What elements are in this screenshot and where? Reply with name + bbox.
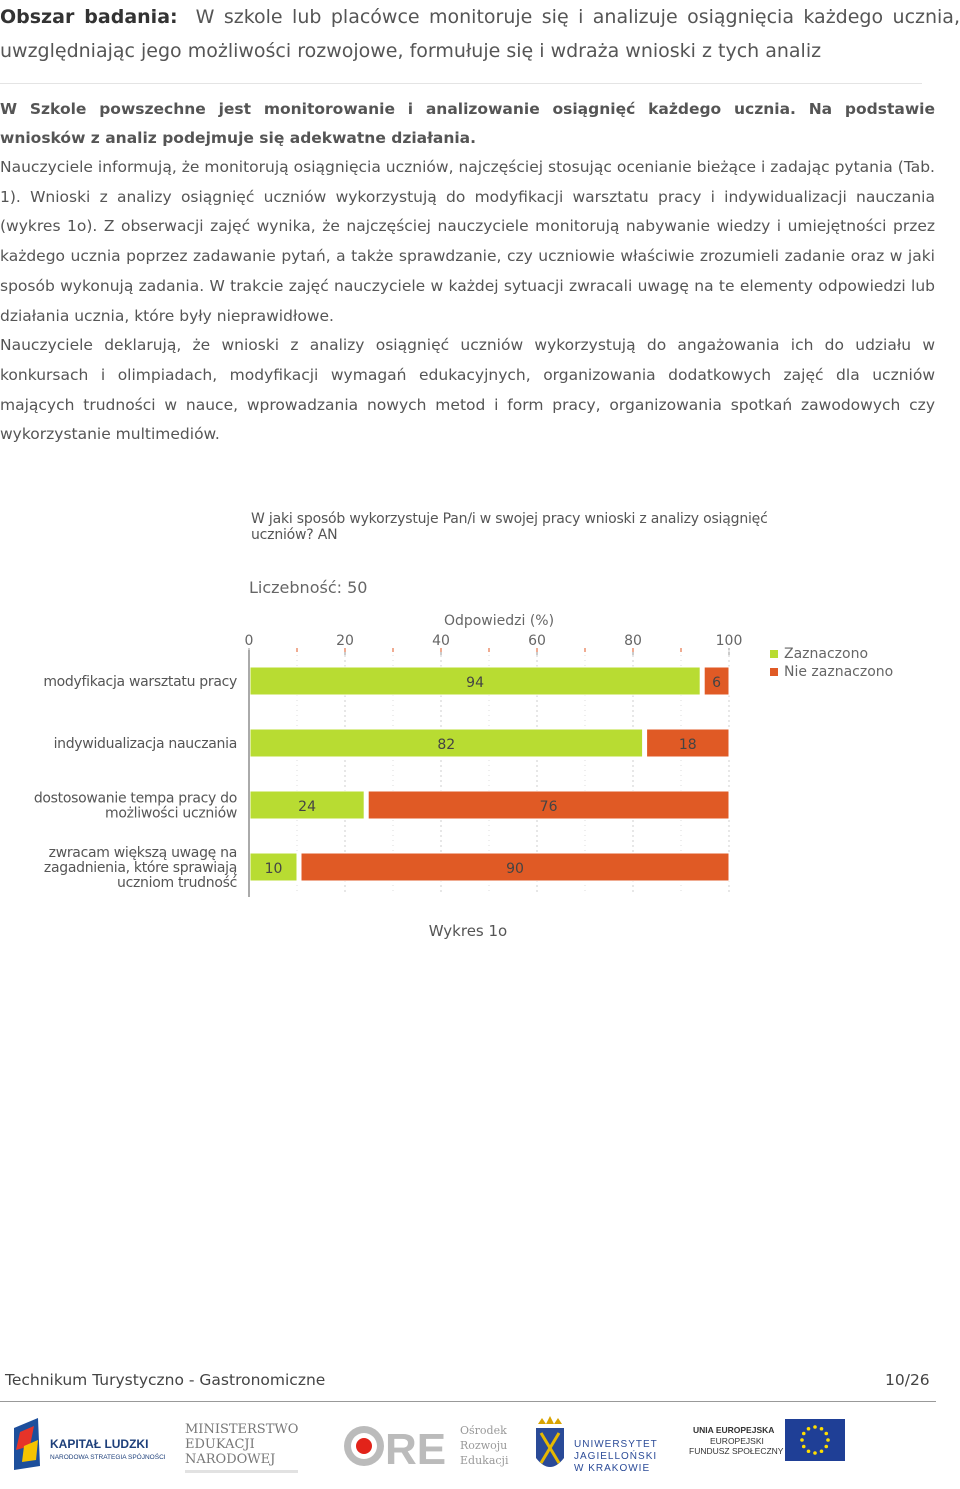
category-label: uczniom trudność xyxy=(117,875,237,891)
svg-text:RE: RE xyxy=(385,1425,447,1474)
category-label: zwracam większą uwagę na xyxy=(48,845,237,861)
summary-paragraph: W Szkole powszechne jest monitorowanie i analizowanie osiągnięć każdego ucznia. Na podstawie wniosków z analiz podejmuje się adekwatne działania. xyxy=(0,100,935,147)
men-logo xyxy=(185,1422,298,1473)
legend-label: Nie zaznaczono xyxy=(784,664,894,680)
page-number: 10/26 xyxy=(885,1371,930,1389)
bar-value-label: 82 xyxy=(437,737,456,753)
eu-star xyxy=(820,1449,824,1453)
chart-count: Liczebność: 50 xyxy=(249,578,368,597)
ore-line-2: Rozwoju xyxy=(460,1439,508,1452)
uj-logo xyxy=(536,1416,658,1474)
bar-value-label: 76 xyxy=(539,799,558,815)
x-axis-title: Odpowiedzi (%) xyxy=(443,613,555,629)
bar-value-label: 6 xyxy=(712,675,722,691)
eu-line-1: UNIA EUROPEJSKA xyxy=(693,1425,775,1435)
eu-star xyxy=(813,1451,817,1455)
x-tick-label: 100 xyxy=(715,633,743,649)
uj-line-2: JAGIELLOŃSKI xyxy=(574,1451,658,1462)
bar-value-label: 24 xyxy=(298,799,317,815)
research-area-label: Obszar badania: xyxy=(0,6,178,28)
ore-line-1: Ośrodek xyxy=(460,1424,507,1437)
eu-star xyxy=(807,1449,811,1453)
footer-logos xyxy=(0,1410,960,1489)
footer-school-name: Technikum Turystyczno - Gastronomiczne xyxy=(5,1371,326,1389)
category-label: dostosowanie tempa pracy do xyxy=(33,790,237,807)
legend-swatch xyxy=(770,650,778,658)
kl-subtitle: NARODOWA STRATEGIA SPÓJNOŚCI xyxy=(50,1454,166,1461)
ore-logo xyxy=(344,1424,509,1474)
category-label: możliwości uczniów xyxy=(105,805,237,822)
footer-divider xyxy=(0,1401,936,1402)
chart-title: W jaki sposób wykorzystuje Pan/i w swojej pracy wnioski z analizy osiągnięć uczniów? AN xyxy=(251,511,768,543)
bar-value-label: 10 xyxy=(264,861,283,877)
eu-star xyxy=(820,1427,824,1431)
uj-line-3: W KRAKOWIE xyxy=(574,1463,651,1474)
eu-star xyxy=(824,1445,828,1449)
body-paragraph-1: Nauczyciele informują, że monitorują osiągnięcia uczniów, najczęściej stosując ocenianie bieżące i zadając pytania (Tab. 1). Wnioski z analizy osiągnięć uczniów wykorzystują do modyfikacji warsztatu pracy i indywidualizacji nauczania (wykres 1o). Z obserwacji zajęć wynika, że najczęściej nauczyciele monitorują nabywanie wiedzy i umiejętności przez każdego ucznia poprzez zadawanie pytań, a także sprawdzanie, czy uczniowie właściwie zrozumieli zadanie oraz w jaki sposób wykonują zadania. W trakcie zajęć nauczyciele w każdej sytuacji zwracali uwagę na te elementy odpowiedzi lub działania ucznia, które były nieprawidłowe. xyxy=(0,158,935,325)
x-tick-label: 0 xyxy=(244,633,254,649)
eu-star xyxy=(807,1427,811,1431)
eu-star xyxy=(813,1425,817,1429)
kapital-ludzki-logo xyxy=(14,1418,166,1470)
men-line-1: MINISTERSTWO xyxy=(185,1422,299,1437)
category-label: modyfikacja warsztatu pracy xyxy=(43,674,237,690)
x-tick-label: 40 xyxy=(432,633,450,649)
eu-logo xyxy=(689,1419,845,1461)
legend-label: Zaznaczono xyxy=(784,646,869,662)
research-area xyxy=(0,0,960,68)
body-text xyxy=(0,153,935,450)
eu-star xyxy=(802,1445,806,1449)
eu-line-2: EUROPEJSKI xyxy=(710,1436,764,1446)
divider xyxy=(0,83,922,84)
eu-line-3: FUNDUSZ SPOŁECZNY xyxy=(689,1446,784,1456)
research-area-text: W szkole lub placówce monitoruje się i analizuje osiągnięcia każdego ucznia, uwzględniając jego możliwości rozwojowe, formułuje się i wdraża wnioski z tych analiz xyxy=(0,6,960,62)
uj-line-1: UNIWERSYTET xyxy=(574,1439,658,1450)
category-label: indywidualizacja nauczania xyxy=(53,736,237,752)
x-tick-label: 60 xyxy=(528,633,546,649)
category-label: zagadnienia, które sprawiają xyxy=(43,860,237,876)
men-line-3: NARODOWEJ xyxy=(185,1452,276,1467)
ore-line-3: Edukacji xyxy=(460,1454,509,1467)
eu-star xyxy=(826,1438,830,1442)
x-tick-label: 80 xyxy=(624,633,642,649)
eu-star xyxy=(802,1432,806,1436)
eu-star xyxy=(800,1438,804,1442)
bar-value-label: 18 xyxy=(678,737,697,753)
bar-value-label: 94 xyxy=(466,675,485,691)
legend-swatch xyxy=(770,668,778,676)
men-line-2: EDUKACJI xyxy=(185,1437,255,1452)
bar-value-label: 90 xyxy=(506,861,524,877)
x-tick-label: 20 xyxy=(336,633,354,649)
chart-caption: Wykres 1o xyxy=(428,922,508,940)
kl-title: KAPITAŁ LUDZKI xyxy=(50,1437,149,1451)
eu-star xyxy=(824,1432,828,1436)
body-paragraph-2: Nauczyciele deklarują, że wnioski z analizy osiągnięć uczniów wykorzystują do angażowania ich do udziału w konkursach i olimpiadach, modyfikacji wymagań edukacyjnych, organizowania dodatkowych zajęć dla uczniów mających trudności w nauce, wprowadzania nowych metod i form pracy, organizowania spotkań zawodowych czy wykorzystanie multimediów. xyxy=(0,336,935,444)
bar-chart xyxy=(0,600,960,900)
